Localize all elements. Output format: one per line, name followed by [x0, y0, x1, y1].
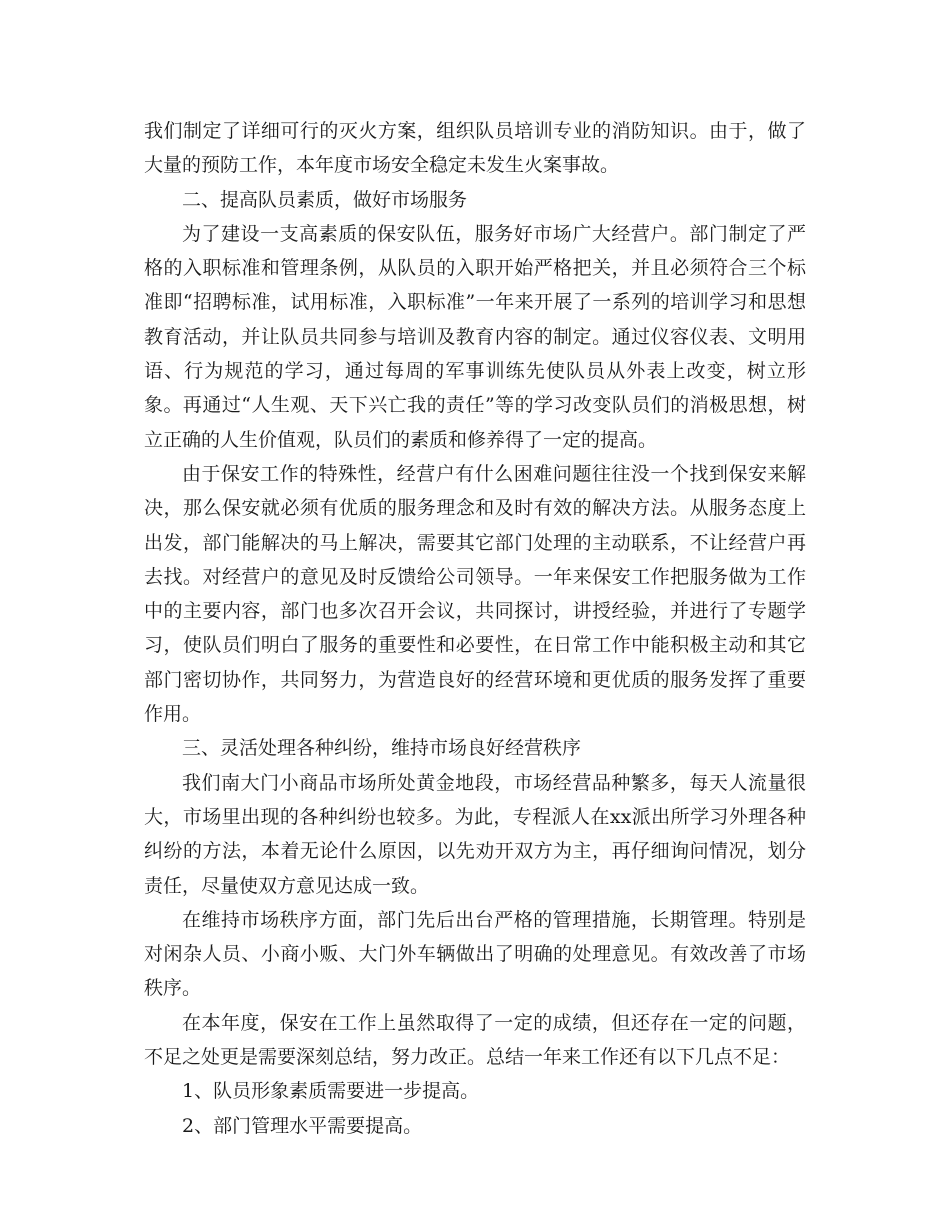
- paragraph-service: 由于保安工作的特殊性，经营户有什么困难问题往往没一个找到保安来解决，那么保安就必须有优质的服务理念和及时有效的解决方法。从服务态度上出发，部门能解决的马上解决，需要其它部门处理的主动联系，不让经营户再去找。对经营户的意见及时反馈给公司领导。一年来保安工作把服务做为工作中的主要内容，部门也多次召开会议，共同探讨，讲授经验，并进行了专题学习，使队员们明白了服务的重要性和必要性，在日常工作中能积极主动和其它部门密切协作，共同努力，为营造良好的经营环境和更优质的服务发挥了重要作用。: [144, 462, 806, 726]
- section-heading-disputes: 三、灵活处理各种纠纷，维持市场良好经营秩序: [182, 737, 582, 760]
- list-item-shortcoming-1: 1、队员形象素质需要进一步提高。: [182, 1080, 480, 1103]
- list-item-shortcoming-2: 2、部门管理水平需要提高。: [182, 1114, 423, 1137]
- paragraph-fire-prevention: 我们制定了详细可行的灭火方案，组织队员培训专业的消防知识。由于，做了大量的预防工作，本年度市场安全稳定未发生火案事故。: [144, 120, 806, 177]
- paragraph-disputes: 我们南大门小商品市场所处黄金地段，市场经营品种繁多，每天人流量很大，市场里出现的各种纠纷也较多。为此，专程派人在xx派出所学习外理各种纠纷的方法，本着无论什么原因，以先劝开双方为主，再仔细询问情况，划分责任，尽量使双方意见达成一致。: [144, 771, 806, 897]
- document-body: [144, 114, 806, 1143]
- section-heading-improve-quality: 二、提高队员素质，做好市场服务: [182, 188, 468, 211]
- paragraph-training: 为了建设一支高素质的保安队伍，服务好市场广大经营户。部门制定了严格的入职标准和管理条例，从队员的入职开始严格把关，并且必须符合三个标准即“招聘标准，试用标准，入职标准”一年来开展了一系列的培训学习和思想教育活动，并让队员共同参与培训及教育内容的制定。通过仪容仪表、文明用语、行为规范的学习，通过每周的军事训练先使队员从外表上改变，树立形象。再通过“人生观、天下兴亡我的责任”等的学习改变队员们的消极思想，树立正确的人生价值观，队员们的素质和修养得了一定的提高。: [144, 222, 806, 451]
- paragraph-market-order: 在维持市场秩序方面，部门先后出台严格的管理措施，长期管理。特别是对闲杂人员、小商小贩、大门外车辆做出了明确的处理意见。有效改善了市场秩序。: [144, 908, 806, 1000]
- paragraph-shortcomings: 在本年度，保安在工作上虽然取得了一定的成绩，但还存在一定的问题，不足之处更是需要深刻总结，努力改正。总结一年来工作还有以下几点不足：: [144, 1011, 806, 1069]
